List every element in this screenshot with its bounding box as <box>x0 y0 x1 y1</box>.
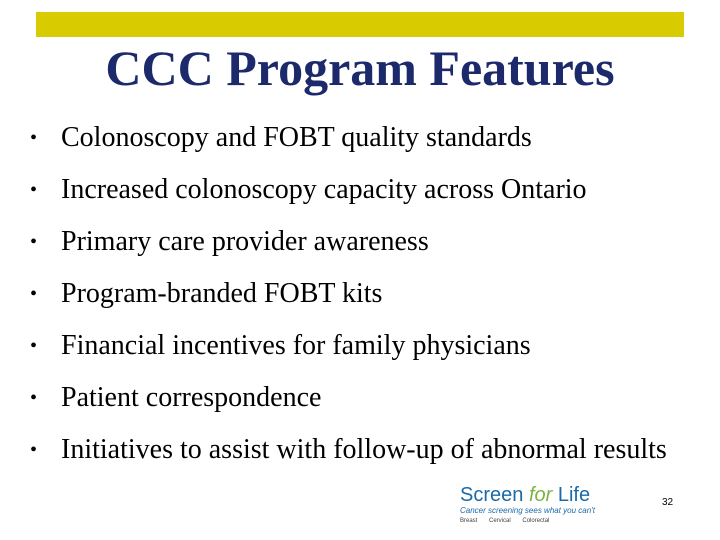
logo-category: Breast <box>460 518 478 524</box>
bullet-point-icon: • <box>30 179 38 201</box>
bullet-item <box>30 122 710 154</box>
bullet-text: Financial incentives for family physicians <box>61 330 531 361</box>
bullet-item <box>30 174 710 206</box>
page-number: 32 <box>662 497 674 508</box>
logo-name-life: Life <box>552 484 591 506</box>
bullet-point-icon: • <box>30 283 38 305</box>
accent-bar <box>36 12 684 37</box>
logo-categories <box>460 516 610 526</box>
bullet-point-icon: • <box>30 439 38 461</box>
bullet-point-icon: • <box>30 231 38 253</box>
logo-tagline: Cancer screening sees what you can't <box>460 506 595 515</box>
logo-category: Colorectal <box>522 518 550 524</box>
bullet-text: Increased colonoscopy capacity across Ontario <box>61 174 587 205</box>
bullet-text: Patient correspondence <box>61 382 322 413</box>
bullet-item <box>30 278 710 310</box>
bullet-item <box>30 382 710 414</box>
bullet-point-icon: • <box>30 335 38 357</box>
bullet-text: Initiatives to assist with follow-up of abnormal results <box>61 434 667 465</box>
bullet-list <box>30 122 710 486</box>
bullet-item <box>30 226 710 258</box>
bullet-item <box>30 330 710 362</box>
logo-wordmark <box>460 484 610 506</box>
logo-name-for: for <box>528 484 553 506</box>
logo-category: Cervical <box>489 518 511 524</box>
bullet-text: Program-branded FOBT kits <box>61 278 383 309</box>
slide-title: CCC Program Features <box>105 40 615 96</box>
screen-for-life-logo <box>460 484 610 534</box>
bullet-item <box>30 434 710 466</box>
bullet-text: Primary care provider awareness <box>61 226 429 257</box>
bullet-text: Colonoscopy and FOBT quality standards <box>61 122 532 153</box>
bullet-point-icon: • <box>30 387 38 409</box>
logo-name-screen: Screen <box>460 484 529 506</box>
bullet-point-icon: • <box>30 127 38 149</box>
